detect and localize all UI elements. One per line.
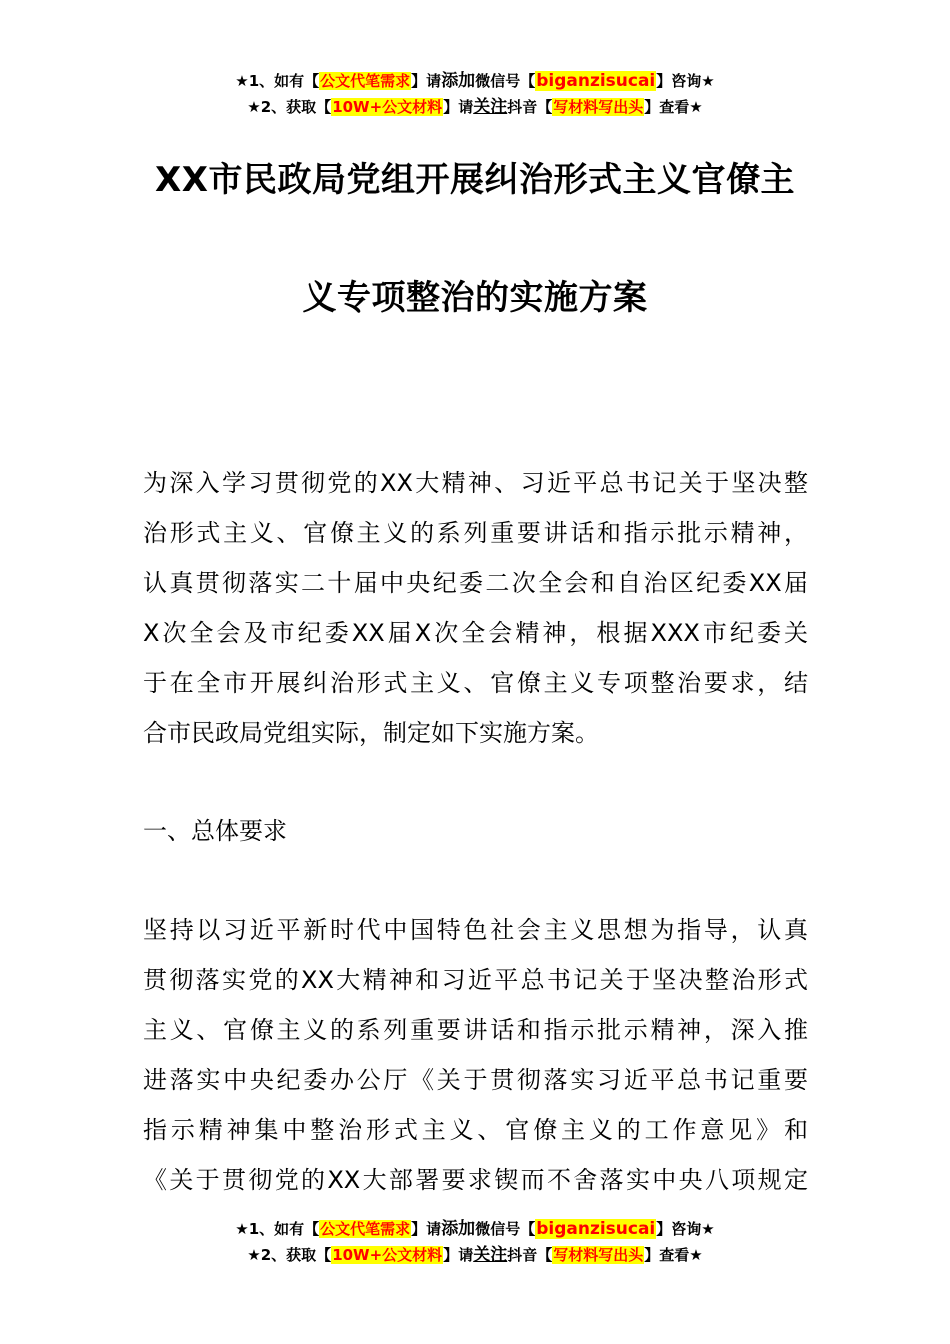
ad-text: 】请 bbox=[443, 1246, 474, 1264]
ad-highlight-douyin: 写材料写出头 bbox=[553, 1246, 644, 1264]
paragraph-line: 认真贯彻落实二十届中央纪委二次全会和自治区纪委XX届 bbox=[143, 569, 808, 597]
paragraph-line: 合市民政局党组实际，制定如下实施方案。 bbox=[143, 719, 599, 747]
ad-emphasis: 关注 bbox=[473, 1245, 508, 1265]
ad-emphasis: 添加 bbox=[441, 71, 476, 91]
document-title-line-2: 义专项整治的实施方案 bbox=[302, 278, 648, 318]
ad-text: 抖音【 bbox=[507, 1246, 553, 1264]
paragraph-intro bbox=[143, 458, 808, 758]
ad-line-2 bbox=[0, 1242, 950, 1268]
ad-highlight-materials: 10W+公文材料 bbox=[332, 98, 443, 116]
ad-text: 】请 bbox=[411, 1220, 442, 1238]
paragraph-line: 于在全市开展纠治形式主义、官僚主义专项整治要求，结 bbox=[143, 669, 808, 697]
ad-text: 】请 bbox=[443, 98, 474, 116]
ad-highlight-wechat-id: biganzisucai bbox=[536, 71, 656, 91]
paragraph-line: 指示精神集中整治形式主义、官僚主义的工作意见》和 bbox=[143, 1116, 808, 1144]
ad-text: 】请 bbox=[411, 72, 442, 90]
ad-highlight-service: 公文代笔需求 bbox=[320, 72, 411, 90]
paragraph-line: 进落实中央纪委办公厅《关于贯彻落实习近平总书记重要 bbox=[143, 1066, 808, 1094]
paragraph-line: 《关于贯彻党的XX大部署要求锲而不舍落实中央八项规定 bbox=[143, 1166, 808, 1194]
ad-emphasis: 添加 bbox=[441, 1219, 476, 1239]
paragraph-line: 贯彻落实党的XX大精神和习近平总书记关于坚决整治形式 bbox=[143, 966, 808, 994]
ad-line-2 bbox=[0, 94, 950, 120]
ad-banner-top bbox=[0, 68, 950, 120]
ad-highlight-wechat-id: biganzisucai bbox=[536, 1219, 656, 1239]
ad-text: 抖音【 bbox=[507, 98, 553, 116]
ad-line-1 bbox=[0, 1216, 950, 1242]
paragraph-line: 坚持以习近平新时代中国特色社会主义思想为指导，认真 bbox=[143, 916, 808, 944]
ad-text: 】查看★ bbox=[644, 98, 703, 116]
paragraph-line: 为深入学习贯彻党的XX大精神、习近平总书记关于坚决整 bbox=[143, 469, 808, 497]
ad-text: 】咨询★ bbox=[656, 72, 715, 90]
ad-text: 微信号【 bbox=[475, 1220, 536, 1238]
ad-text: 微信号【 bbox=[475, 72, 536, 90]
document-title-line-1: XX市民政局党组开展纠治形式主义官僚主 bbox=[155, 160, 795, 200]
ad-text: 】查看★ bbox=[644, 1246, 703, 1264]
ad-text: 】咨询★ bbox=[656, 1220, 715, 1238]
paragraph-general-requirements bbox=[143, 905, 808, 1205]
ad-highlight-service: 公文代笔需求 bbox=[320, 1220, 411, 1238]
paragraph-line: X次全会及市纪委XX届X次全会精神，根据XXX市纪委关 bbox=[143, 619, 808, 647]
ad-text: ★1、如有【 bbox=[235, 1220, 320, 1238]
ad-banner-bottom bbox=[0, 1216, 950, 1268]
ad-emphasis: 关注 bbox=[473, 97, 508, 117]
paragraph-line: 治形式主义、官僚主义的系列重要讲话和指示批示精神， bbox=[143, 519, 808, 547]
ad-text: ★1、如有【 bbox=[235, 72, 320, 90]
ad-highlight-douyin: 写材料写出头 bbox=[553, 98, 644, 116]
ad-text: ★2、获取【 bbox=[247, 98, 332, 116]
section-heading: 一、总体要求 bbox=[143, 817, 287, 845]
ad-text: ★2、获取【 bbox=[247, 1246, 332, 1264]
ad-line-1 bbox=[0, 68, 950, 94]
paragraph-line: 主义、官僚主义的系列重要讲话和指示批示精神，深入推 bbox=[143, 1016, 808, 1044]
ad-highlight-materials: 10W+公文材料 bbox=[332, 1246, 443, 1264]
